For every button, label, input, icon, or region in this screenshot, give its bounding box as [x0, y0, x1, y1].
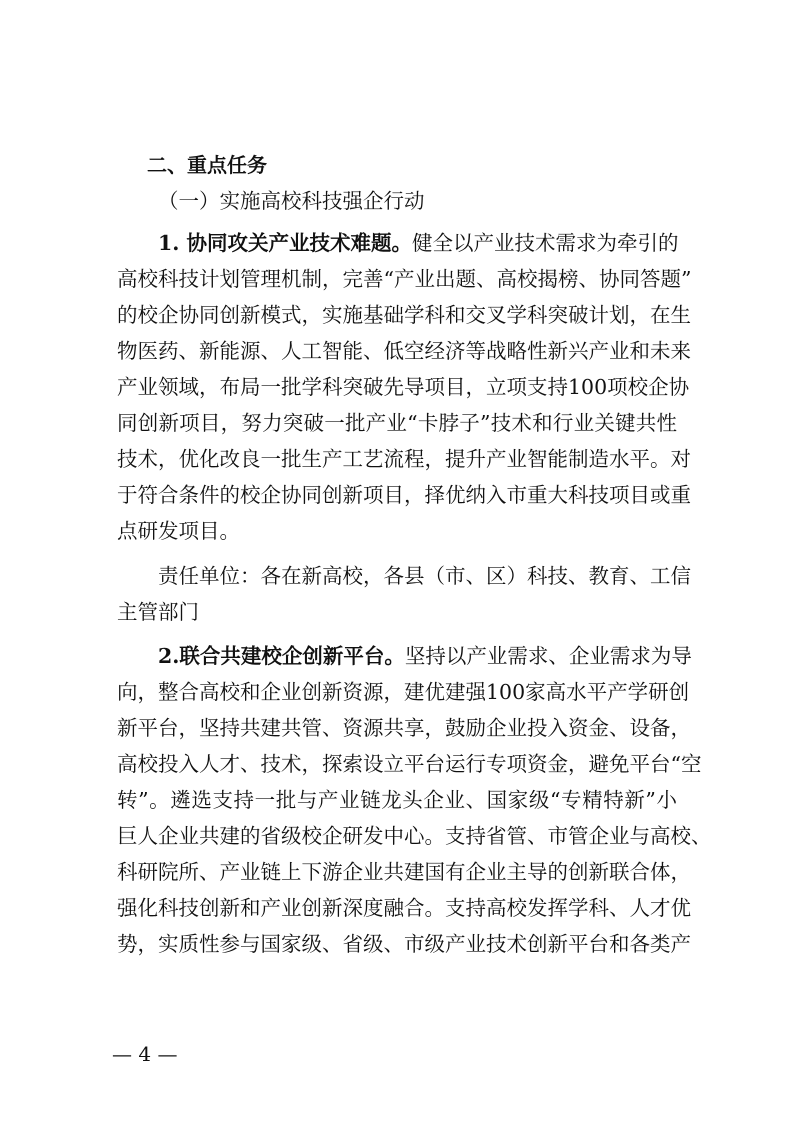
subsection-heading: （一）实施高校科技强企行动	[158, 189, 425, 213]
section-heading: 二、重点任务	[147, 153, 267, 177]
item2-line: 向，整合高校和企业创新资源，建优建强100家高水平产学研创	[117, 680, 690, 704]
item1-line: 同创新项目，努力突破一批产业“卡脖子”技术和行业关键共性	[117, 411, 677, 435]
item1-first-line	[158, 229, 677, 257]
item2-first-line-text: 坚持以产业需求、企业需求为导	[404, 644, 692, 668]
item1-line: 于符合条件的校企协同创新项目，择优纳入市重大科技项目或重	[117, 483, 691, 507]
item1-title: 1. 协同攻关产业技术难题。	[158, 231, 413, 255]
item1-line: 点研发项目。	[117, 519, 240, 543]
item2-first-line	[158, 642, 692, 670]
item2-line: 势，实质性参与国家级、省级、市级产业技术创新平台和各类产	[117, 932, 691, 956]
item1-line: 高校科技计划管理机制，完善“产业出题、高校揭榜、协同答题”	[117, 267, 692, 291]
item1-responsibility: 责任单位：各在新高校，各县（市、区）科技、教育、工信	[158, 564, 691, 588]
item2-line: 高校投入人才、技术，探索设立平台运行专项资金，避免平台“空	[117, 752, 702, 776]
page-number: — 4 —	[112, 1042, 178, 1066]
item1-first-line-text: 健全以产业技术需求为牵引的	[412, 231, 679, 255]
item2-line: 巨人企业共建的省级校企研发中心。支持省管、市管企业与高校、	[117, 824, 712, 848]
item1-line: 的校企协同创新模式，实施基础学科和交叉学科突破计划，在生	[117, 303, 691, 327]
item2-title: 2.联合共建校企创新平台。	[158, 644, 405, 668]
item1-line: 物医药、新能源、人工智能、低空经济等战略性新兴产业和未来	[117, 339, 691, 363]
item1-line: 产业领域，布局一批学科突破先导项目，立项支持100项校企协	[117, 375, 690, 399]
item2-line: 强化科技创新和产业创新深度融合。支持高校发挥学科、人才优	[117, 896, 691, 920]
item2-line: 新平台，坚持共建共管、资源共享，鼓励企业投入资金、设备，	[117, 716, 691, 740]
item1-responsibility-cont: 主管部门	[117, 600, 199, 624]
item2-line: 科研院所、产业链上下游企业共建国有企业主导的创新联合体，	[117, 860, 691, 884]
item2-line: 转”。遴选支持一批与产业链龙头企业、国家级“专精特新”小	[117, 788, 677, 812]
item1-line: 技术，优化改良一批生产工艺流程，提升产业智能制造水平。对	[117, 447, 691, 471]
